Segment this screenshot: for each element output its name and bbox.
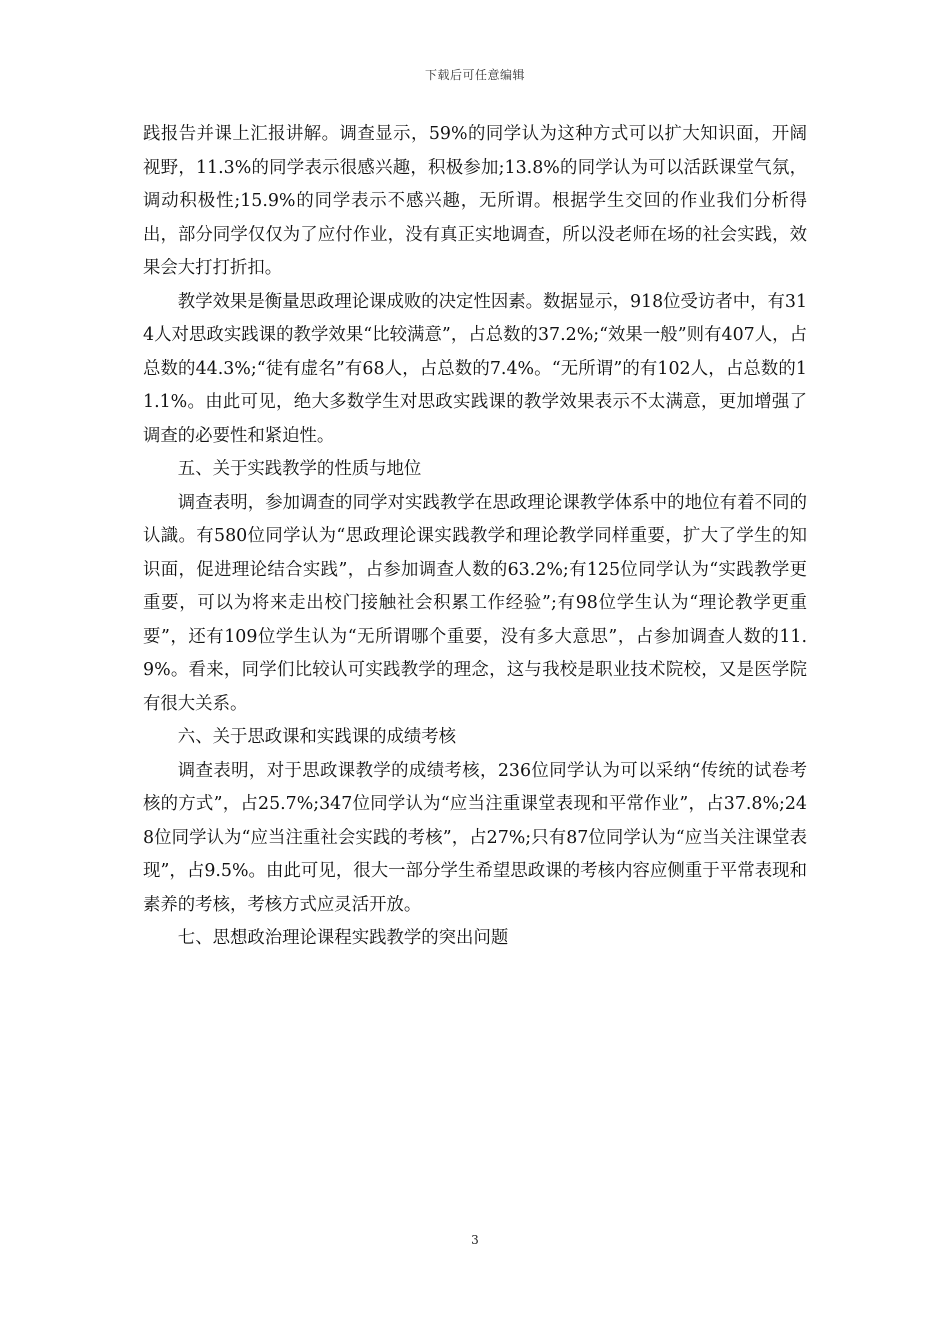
paragraph-nature-status: 调查表明，参加调查的同学对实践教学在思政理论课教学体系中的地位有着不同的认識。有580位同学认为“思政理论课实践教学和理论教学同样重要，扩大了学生的知识面，促进理论结合实践”，占参加调查人数的63.2%;有125位同学认为“实践教学更重要，可以为将来走出校门接触社会积累工作经验”;有98位学生认为“理论教学更重要”，还有109位学生认为“无所谓哪个重要，没有多大意思”，占参加调查人数的11.9%。看来，同学们比较认可实践教学的理念，这与我校是职业技术院校，又是医学院有很大关系。 xyxy=(143,492,807,714)
section-heading-6: 六、关于思政课和实践课的成绩考核 xyxy=(177,727,457,747)
page-header-note: 下载后可任意编辑 xyxy=(424,68,525,82)
paragraph-teaching-effect: 教学效果是衡量思政理论课成败的决定性因素。数据显示，918位受访者中，有314人对思政实践课的教学效果“比较满意”，占总数的37.2%;“效果一般”则有407人，占总数的44.3%;“徒有虚名”有68人，占总数的7.4%。“无所谓”的有102人，占总数的11.1%。由此可见，绝大多数学生对思政实践课的教学效果表示不太满意，更加增强了调查的必要性和紧迫性。 xyxy=(143,291,808,446)
page-number: 3 xyxy=(471,1233,479,1247)
paragraph-practice-report: 践报告并课上汇报讲解。调查显示，59%的同学认为这种方式可以扩大知识面，开阔视野，11.3%的同学表示很感兴趣，积极参加;13.8%的同学认为可以活跃课堂气氛，调动积极性;15.9%的同学表示不感兴趣，无所谓。根据学生交回的作业我们分析得出，部分同学仅仅为了应付作业，没有真正实地调查，所以没老师在场的社会实践，效果会大打打折扣。 xyxy=(143,124,807,278)
section-heading-5: 五、关于实践教学的性质与地位 xyxy=(177,459,422,479)
document-body xyxy=(143,118,807,956)
section-heading-7: 七、思想政治理论课程实践教学的突出问题 xyxy=(177,928,509,948)
paragraph-assessment: 调查表明，对于思政课教学的成绩考核，236位同学认为可以采纳“传统的试卷考核的方式”，占25.7%;347位同学认为“应当注重课堂表现和平常作业”，占37.8%;248位同学认为“应当注重社会实践的考核”，占27%;只有87位同学认为“应当关注课堂表现”，占9.5%。由此可见，很大一部分学生希望思政课的考核内容应侧重于平常表现和素养的考核，考核方式应灵活开放。 xyxy=(143,760,807,915)
